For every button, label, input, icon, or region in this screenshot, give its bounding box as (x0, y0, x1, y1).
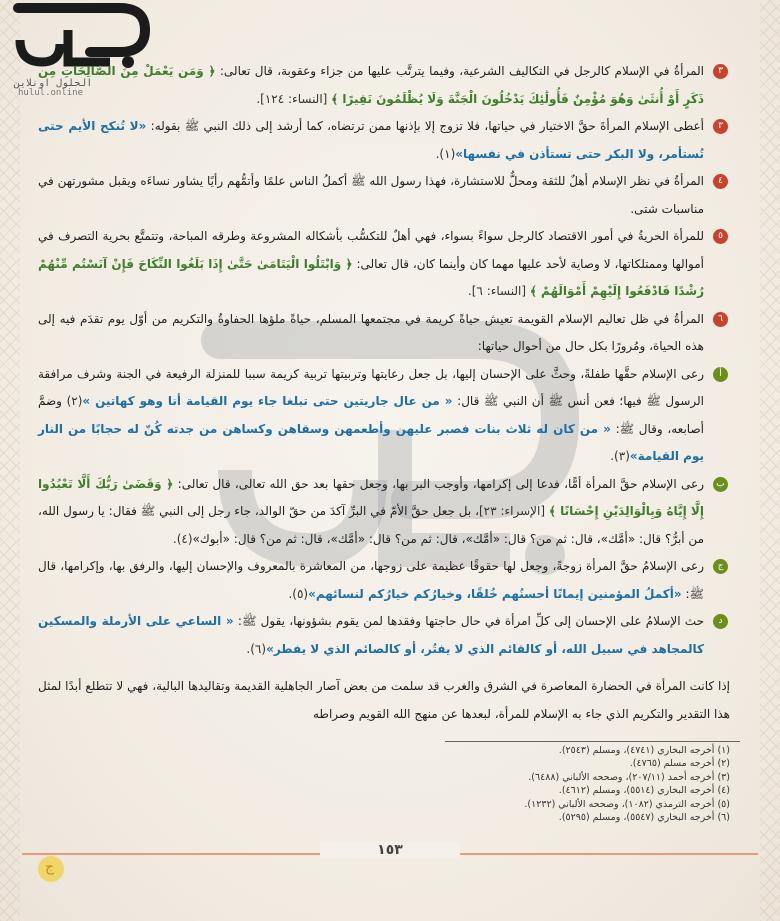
paragraph-4 (38, 168, 730, 223)
footnotes (400, 744, 730, 824)
sub-item-bullet: د (713, 614, 728, 629)
footnote-marker: (٤). (172, 531, 193, 546)
quran-verse: ﴿ وَابْتَلُوا الْيَتَامَىٰ حَتَّىٰ إِذَا بَلَغُوا النِّكَاحَ فَإِنْ آنَسْتُم مِّنْهُمْ رُشْدًا فَادْفَعُوا إِلَيْهِمْ أَمْوَالَهُمْ ﴾ (38, 256, 704, 298)
sub-item-c (38, 553, 730, 608)
sub-item-text: حث الإسلامُ على الإحسان إلى كلِّ امرأة في حال حاجتها وفقدها لمن يقوم بشؤونها، يقول ﷺ: (233, 614, 705, 628)
page-number-frame (320, 842, 460, 868)
footnote-item: (٥) أخرجه الترمذي (١٠٨٢)، وصححه الألباني (١٢٣٢). (524, 798, 730, 810)
paragraph-bullet: ٦ (713, 312, 728, 327)
footnote-item: (١) أخرجه البخاري (٤٧٤١)، ومسلم (٢٥٤٣). (558, 745, 730, 756)
quran-verse: ﴿ وَمَن يَعْمَلْ مِنَ الصَّالِحَاتِ مِن ذَكَرٍ أَوْ أُنثَىٰ وَهُوَ مُؤْمِنٌ فَأُولَٰئِكَ يَدْخُلُونَ الْجَنَّةَ وَلَا يُظْلَمُونَ نَقِيرًا ﴾ (38, 64, 704, 106)
paragraph-text: المرأةُ في الإسلام كالرجل في التكاليف الشرعية، وفيما يترتَّب عليها من جزاء وعقوبة، قال تعالى: (215, 64, 704, 78)
footnote-item: (٦) أخرجه البخاري (٥٥٤٧)، ومسلم (٥٢٩٥). (558, 812, 730, 824)
paragraph-bullet: ٣ (713, 119, 728, 134)
paragraph-text: أعطى الإسلام المرأةَ حقَّ الاختيار في حياتها، فلا تزوج إلا بإذنها ممن ترتضاه، كما أرشد إلى ذلك النبي ﷺ بقوله: (146, 119, 704, 133)
footnote-marker: (٦). (246, 641, 267, 656)
paragraph-bullet: ٣ (713, 64, 728, 79)
sub-item-a (38, 361, 730, 471)
footnote-item: (٣) أخرجه أحمد (٢٠٧/١١)، وصححه الألباني (٦٤٨٨). (528, 771, 730, 783)
sub-item-b (38, 471, 730, 554)
sub-item-bullet: ج (713, 559, 728, 574)
page-number: ١٥٣ (320, 842, 460, 858)
paragraph-bullet: ٥ (713, 229, 728, 244)
paragraph-text: للمرأة الحريةُ في أمور الاقتصاد كالرجل سواءً بسواء، فهي أهلٌ للتكسُّب بأشكاله المشروعة وطرقه المباحة، وتتمتَّع بحرية التصرف في أموالها وممتلكاتها، لا وصاية لأحد عليها مهما كان وأينما كان، قال تعالى: (38, 229, 705, 271)
logo-site: hulul.online (18, 88, 84, 98)
footnote-item: (٤) أخرجه البخاري (٥٥١٤)، ومسلم (٤٦١٢). (558, 785, 730, 797)
sub-item-d (38, 608, 730, 663)
paragraph-text: المرأةُ في نظر الإسلام أهلٌ للثقة ومحلٌّ للاستشارة، فهذا رسول الله ﷺ أكملُ الناس علمًا وأتمُّهم رأيًا يشاور نساءَه ويقبل مشورتهن في مناسبات شتى. (38, 174, 704, 216)
paragraph-6 (38, 306, 730, 361)
sub-item-text: رعى الإسلامُ حقَّ المرأة زوجةً، وجعل لها حقوقًا عظيمة على زوجها، من المعاشرة بالمعروف والإحسان إليها، والرفق بها، وإكرامها، قال ﷺ: (38, 559, 704, 601)
footnote-marker: (٥). (288, 586, 309, 601)
paragraph-5 (38, 223, 730, 306)
sub-item-bullet: أ (713, 367, 728, 382)
sub-item-text-2: ، بل جعل حقَّ الأمّ في البرِّ آكدَ من حقّ الوالد، جاء رجل إلى النبي ﷺ فقال: يا رسول الله، من أبرُّ؟ قال: «أمَّك»، قال: ثم من؟ قال: «أمَّك»، قال: ثم من؟ قال: «أمَّك»، قال: ثم من؟ قال: «أبوك» (38, 504, 704, 546)
footnote-separator (445, 741, 740, 742)
hadith-quote: «لا تُنكح الأيم حتى تُستأمر، ولا البكر حتى تستأذن في نفسها» (38, 119, 704, 161)
paragraph-3b (38, 113, 730, 168)
hadith-quote-2: « من كان له ثلاث بنات فصبر عليهن وأطعمهن وسقاهن وكساهن من جدته كُنّ له حجابًا من النار يوم القيامة» (38, 421, 704, 463)
footnote-marker: (١). (435, 146, 456, 161)
sub-item-text: رعى الإسلام حقَّ المرأة أمًّا، فدعا إلى إكرامها، وأوجب البر بها، وجعل حقها بعد حق الله تعالى، قال تعالى: (173, 476, 704, 491)
verse-reference: [الإسراء: ٢٣] (478, 504, 549, 518)
main-text-column (38, 58, 730, 728)
sub-item-text-2: وضمَّ أصابعه، وقال ﷺ: (38, 394, 704, 436)
left-margin-pattern (0, 0, 20, 921)
paragraph-text: المرأةُ في ظل تعاليم الإسلام القويمة تعيش حياةً كريمة في مجتمعها المسلم، حياةً ملؤها الحفاوةُ والتكريم من أوّل يوم تقدَم فيه إلى هذه الحياة، ومُرورًا بكل حال من أحوال حياتها: (38, 311, 704, 353)
footnote-item: (٢) أخرجه مسلم (٤٧٦٥). (629, 758, 730, 770)
sub-item-text: رعى الإسلام حقَّها طفلةً، وحثَّ على الإحسان إليها، بل جعل رعايتها وتربيتها تربية كريمة سببا للمنزلة الرفيعة في الجنة وشرف مرافقة الرسول ﷺ فيها؛ فعن أنس ﷺ أن النبي ﷺ قال: (38, 366, 704, 408)
verse-reference: [النساء: ٦]. (467, 284, 530, 298)
hadith-quote: « من عال جاريتين حتى تبلغا جاء يوم القيامة أنا وهو كهاتين » (82, 394, 453, 408)
quran-verse: ﴿ وَقَضَىٰ رَبُّكَ أَلَّا تَعْبُدُوا إِلَّا إِيَّاهُ وَبِالْوَالِدَيْنِ إِحْسَانًا ﴾ (38, 476, 704, 518)
sub-item-bullet: ب (713, 477, 728, 492)
footnote-marker: (٢) (66, 394, 83, 408)
hadith-quote: « الساعي على الأرملة والمسكين كالمجاهد في سبيل الله، أو كالقائم الذي لا يفتُر، أو كالصائم الذي لا يفطر» (38, 614, 704, 656)
verse-reference: [النساء: ١٢٤]. (256, 91, 332, 106)
hadith-quote: «أكملُ المؤمنين إيمانًا أحسنُهم خُلقًا، وخيارُكم خيارُكم لنسائهم» (308, 586, 682, 601)
footnote-marker-2: (٣). (610, 449, 630, 463)
closing-paragraph: إذا كانت المرأة في الحضارة المعاصرة في الشرق والغرب قد سلمت من بعض آصار الجاهلية القديمة وتقاليدها البالية، فهي لا تتطلع أبدًا لمثل هذا التقدير والتكريم الذي جاء به الإسلام للمرأة، لبعدها عن منهج الله القويم وصراطه (38, 679, 730, 721)
paragraph-bullet: ٤ (713, 174, 728, 189)
right-margin-pattern (760, 0, 780, 921)
logo-arabic-site: الحلول اونلاين (14, 78, 93, 89)
paragraph-3 (38, 58, 730, 113)
chapter-badge-icon: ج (38, 856, 64, 882)
